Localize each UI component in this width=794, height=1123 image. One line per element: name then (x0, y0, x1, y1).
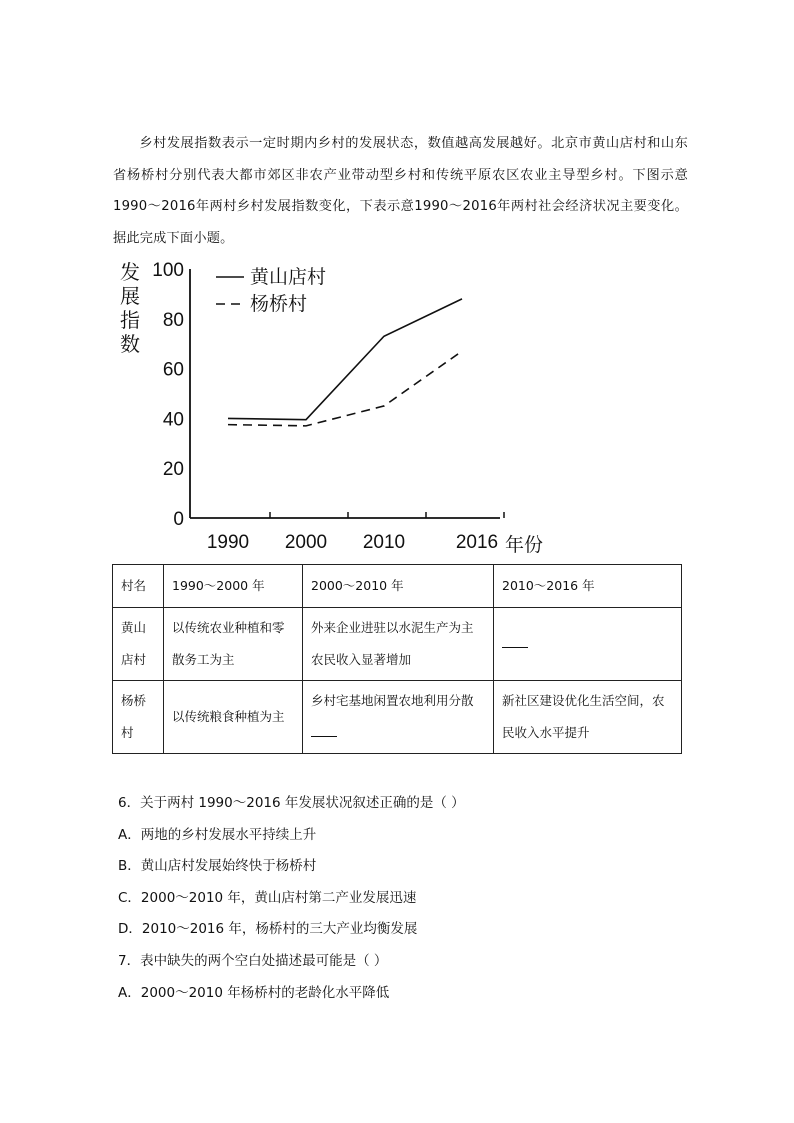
village-name-cell: 杨桥村 (113, 681, 164, 754)
y-axis-title-char: 展 (120, 284, 140, 308)
intro-text: 乡村发展指数表示一定时期内乡村的发展状态，数值越高发展越好。北京市黄山店村和山东省杨桥村分别代表大都市郊区非农产业带动型乡村和传统平原农区农业主导型乡村。下图示意1990～2016年两村乡村发展指数变化，下表示意1990～2016年两村社会经济状况主要变化。据此完成下面小题。 (113, 136, 688, 246)
y-tick-label: 0 (173, 509, 184, 530)
question-list (118, 788, 688, 1009)
series-line-huangshandian (228, 299, 462, 420)
table-cell-blank (494, 608, 682, 681)
y-tick-label: 20 (162, 459, 184, 481)
table-cell: 新社区建设优化生活空间，农民收入水平提升 (494, 681, 682, 754)
intro-passage (113, 128, 688, 254)
table-cell: 以传统粮食种植为主 (164, 681, 303, 754)
y-tick-label: 40 (162, 409, 184, 431)
development-index-chart (110, 255, 560, 560)
legend-label: 杨桥村 (250, 293, 308, 315)
series-line-yangqiao (228, 351, 462, 426)
option-6b: B．黄山店村发展始终快于杨桥村 (118, 858, 317, 875)
x-tick-label: 2010 (362, 532, 406, 553)
option-6d: D．2010～2016 年，杨桥村的三大产业均衡发展 (118, 921, 418, 938)
y-tick-label: 100 (152, 260, 184, 281)
header-cell-name: 村名 (113, 565, 164, 608)
y-tick-label: 80 (162, 309, 184, 331)
table-cell: 外来企业进驻以水泥生产为主农民收入显著增加 (303, 608, 494, 681)
table-cell (303, 681, 494, 754)
option-6c: C．2000～2010 年，黄山店村第二产业发展迅速 (118, 889, 417, 906)
x-tick-label: 1990 (206, 532, 250, 553)
answer-blank (502, 647, 528, 648)
y-axis-title-char: 指 (120, 308, 140, 332)
option-6a: A．两地的乡村发展水平持续上升 (118, 826, 317, 843)
option-7a: A．2000～2010 年杨桥村的老龄化水平降低 (118, 984, 390, 1001)
answer-blank (311, 736, 337, 737)
table-cell-text: 乡村宅基地闲置农地利用分散 (311, 693, 474, 708)
question-6-stem: 6．关于两村 1990～2016 年发展状况叙述正确的是（ ） (118, 795, 465, 811)
x-tick-label: 2016 (455, 532, 499, 553)
table-row (113, 681, 682, 754)
header-cell-period-3: 2010～2016 年 (494, 565, 682, 608)
x-tick-label: 2000 (284, 532, 328, 553)
header-cell-period-1: 1990～2000 年 (164, 565, 303, 608)
header-cell-period-2: 2000～2010 年 (303, 565, 494, 608)
table-cell: 以传统农业种植和零散务工为主 (164, 608, 303, 681)
table-row (113, 608, 682, 681)
legend-label: 黄山店村 (250, 266, 327, 288)
village-comparison-table (112, 564, 682, 754)
y-axis-title-char: 数 (120, 332, 140, 356)
question-7-stem: 7．表中缺失的两个空白处描述最可能是（ ） (118, 952, 388, 969)
table-header-row (113, 565, 682, 608)
village-name-cell: 黄山店村 (113, 608, 164, 681)
x-axis-title: 年份 (505, 534, 544, 556)
y-axis-title-char: 发 (120, 260, 140, 284)
y-tick-label: 60 (162, 359, 184, 381)
